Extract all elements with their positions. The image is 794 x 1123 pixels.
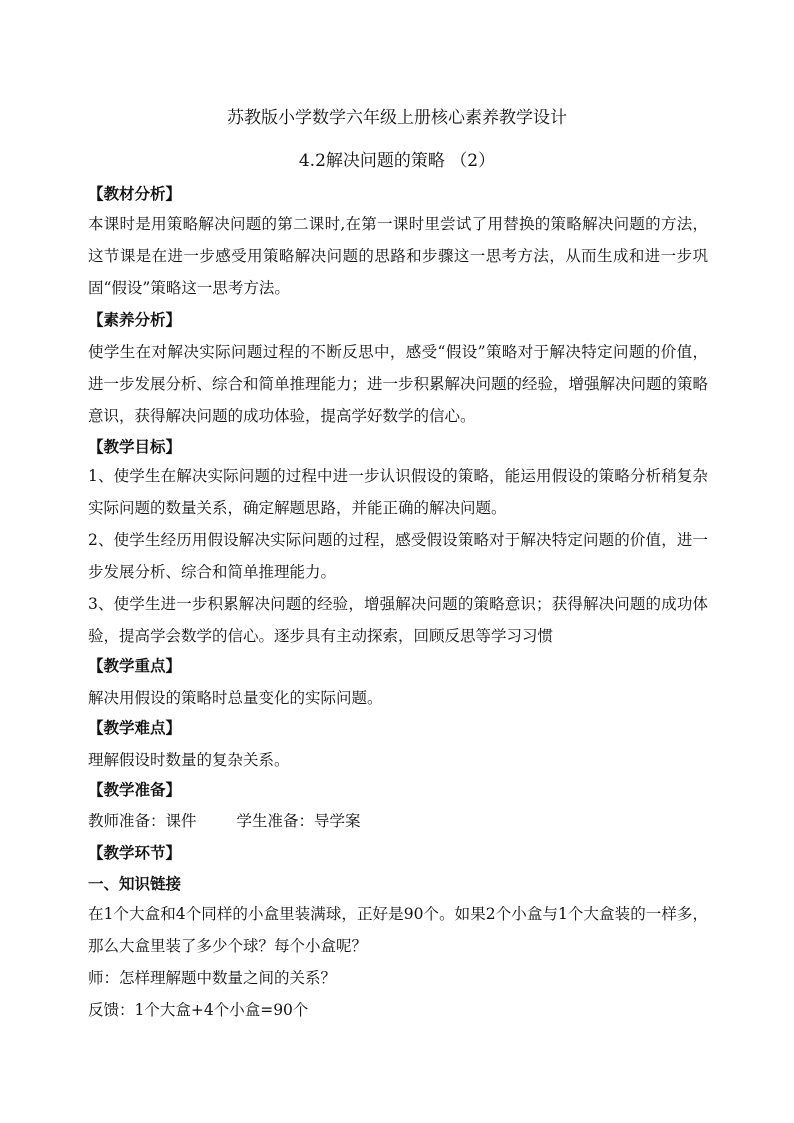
lesson-subtitle: 4.2解决问题的策略 （2） (298, 151, 496, 171)
document-title: 苏教版小学数学六年级上册核心素养教学设计 (227, 108, 567, 128)
heading-teaching-steps: 【教学环节】 (88, 844, 182, 862)
heading-preparation: 【教学准备】 (88, 781, 182, 799)
teacher-question: 师：怎样理解题中数量之间的关系？ (88, 969, 337, 987)
preparation-line (88, 811, 361, 831)
key-points-text: 解决用假设的策略时总量变化的实际问题。 (88, 689, 383, 707)
goal-item-1: 1、使学生在解决实际问题的过程中进一步认识假设的策略，能运用假设的策略分析稍复杂实际问题的数量关系，确定解题思路，并能正确的解决问题。 (88, 467, 708, 517)
heading-difficulties: 【教学难点】 (88, 719, 182, 737)
heading-key-points: 【教学重点】 (88, 657, 182, 675)
paragraph-literacy-analysis: 使学生在对解决实际问题过程的不断反思中，感受“假设”策略对于解决特定问题的价值，进一步发展分析、综合和简单推理能力；进一步积累解决问题的经验，增强解决问题的策略意识，获得解决问题的成功体验，提高学好数学的信心。 (88, 343, 709, 425)
goal-item-2: 2、使学生经历用假设解决实际问题的过程，感受假设策略对于解决特定问题的价值，进一步发展分析、综合和简单推理能力。 (88, 531, 708, 581)
step-1-title: 一、知识链接 (88, 875, 182, 893)
paragraph-textbook-analysis: 本课时是用策略解决问题的第二课时,在第一课时里尝试了用替换的策略解决问题的方法，这节课是在进一步感受用策略解决问题的思路和步骤这一思考方法，从而生成和进一步巩固“假设”策略这一思考方法。 (88, 215, 708, 297)
heading-literacy-analysis: 【素养分析】 (88, 311, 182, 329)
heading-textbook-analysis: 【教材分析】 (88, 185, 182, 203)
goal-item-3: 3、使学生进一步积累解决问题的经验，增强解决问题的策略意识；获得解决问题的成功体验，提高学会数学的信心。逐步具有主动探索，回顾反思等学习习惯 (88, 595, 708, 645)
feedback-line: 反馈：1个大盒+4个小盒=90个 (88, 1001, 309, 1019)
student-preparation: 学生准备：导学案 (236, 812, 361, 830)
heading-teaching-goals: 【教学目标】 (88, 438, 182, 456)
step-1-problem: 在1个大盒和4个同样的小盒里装满球，正好是90个。如果2个小盒与1个大盒装的一样多，那么大盒里装了多少个球？每个小盒呢？ (88, 905, 708, 955)
teacher-preparation: 教师准备：课件 (88, 812, 197, 830)
difficulties-text: 理解假设时数量的复杂关系。 (88, 751, 290, 769)
